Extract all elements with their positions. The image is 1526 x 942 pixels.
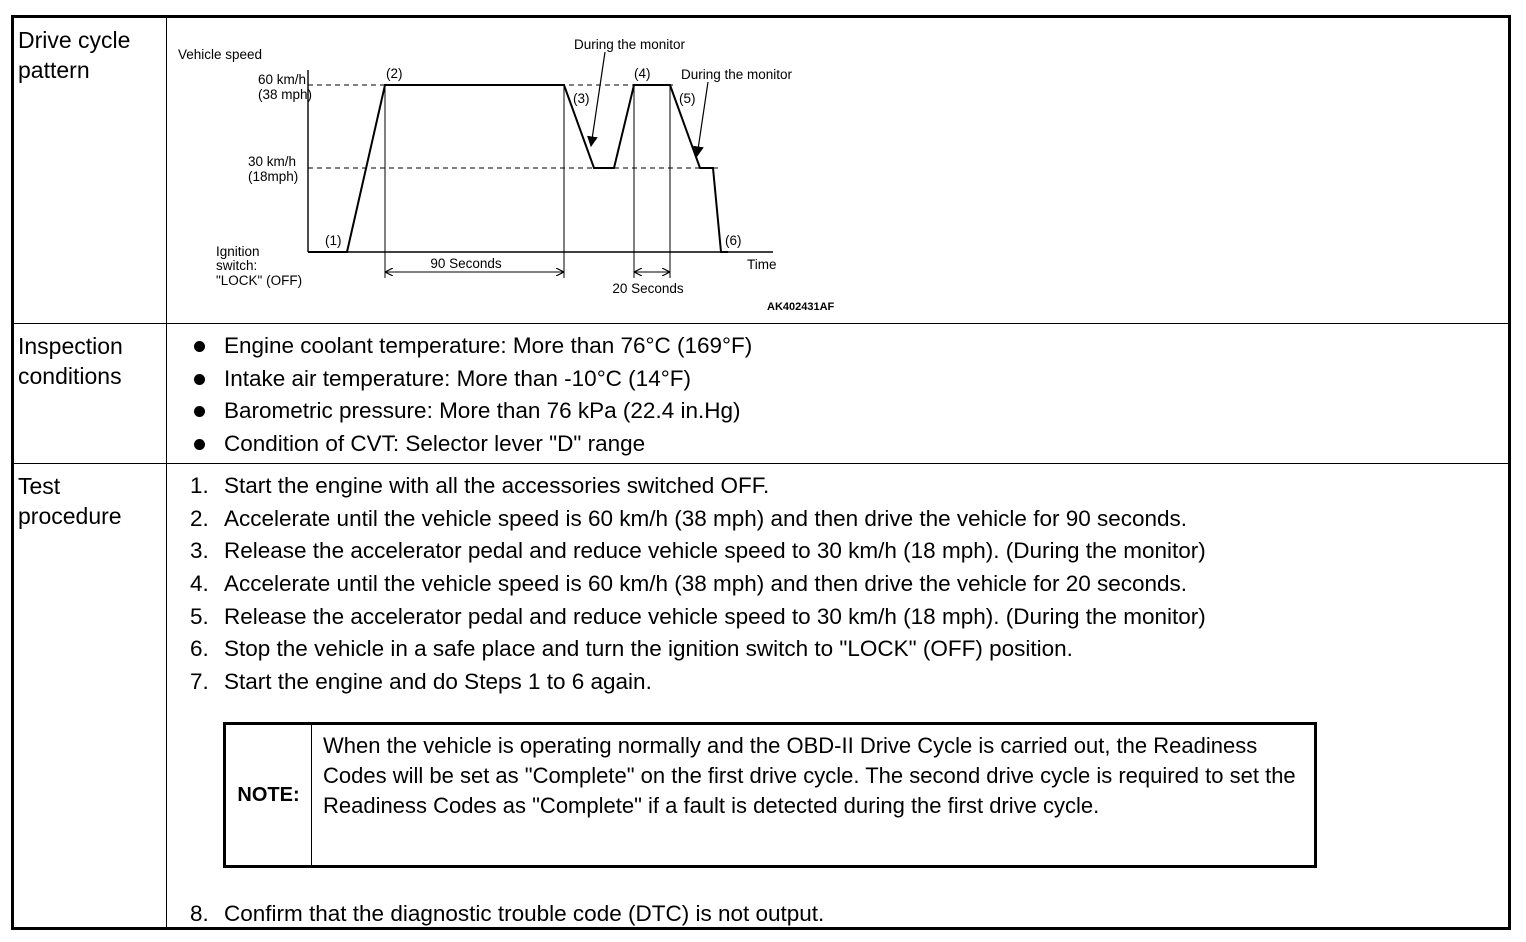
- step-number: 7.: [190, 669, 209, 695]
- step-number: 8.: [190, 901, 209, 926]
- step-number: 2.: [190, 505, 209, 531]
- speed-high-kmh: 60 km/h: [258, 72, 307, 87]
- point-2-label: (2): [386, 66, 403, 81]
- list-item: [190, 535, 1206, 568]
- bullet-icon: [194, 341, 205, 352]
- final-step-list: [190, 898, 824, 931]
- point-1-label: (1): [325, 233, 342, 248]
- list-item: [190, 601, 1206, 634]
- step-text: Stop the vehicle in a safe place and turn the ignition switch to "LOCK" (OFF) position.: [224, 636, 1073, 662]
- condition-text: Condition of CVT: Selector lever "D" range: [224, 430, 646, 456]
- bullet-icon: [194, 439, 205, 450]
- note-box: [223, 722, 1317, 868]
- step-number: 1.: [190, 473, 209, 498]
- condition-text: Intake air temperature: More than -10°C (14°F): [224, 365, 691, 391]
- drive-cycle-table: [11, 15, 1511, 930]
- point-6-label: (6): [725, 233, 742, 248]
- note-label: NOTE:: [226, 725, 312, 865]
- step-number: 5.: [190, 603, 209, 629]
- list-item: [190, 503, 1206, 536]
- step-number: 3.: [190, 538, 209, 564]
- inspection-conditions-label: Inspection conditions: [14, 324, 167, 463]
- inspection-conditions-row: [14, 323, 1508, 463]
- speed-low-kmh: 30 km/h: [248, 154, 297, 169]
- duration-90-label: 90 Seconds: [430, 256, 502, 271]
- speed-high-mph: (38 mph): [258, 87, 313, 102]
- ignition-label-2: switch:: [216, 258, 258, 273]
- step-number: 4.: [190, 571, 209, 597]
- drive-cycle-label: Drive cycle pattern: [14, 18, 167, 323]
- step-text: Start the engine with all the accessories switched OFF.: [224, 473, 770, 498]
- list-item: [192, 363, 752, 396]
- monitor-pointer-2: [697, 82, 708, 156]
- monitor-label-1: During the monitor: [574, 37, 686, 52]
- point-5-label: (5): [679, 91, 696, 106]
- list-item: [190, 666, 1206, 699]
- list-item: [190, 568, 1206, 601]
- drive-cycle-diagram: [168, 18, 868, 323]
- x-axis-label: Time: [747, 257, 777, 272]
- test-procedure-row: [14, 463, 1508, 927]
- point-4-label: (4): [634, 66, 651, 81]
- test-procedure-content: [168, 464, 1508, 927]
- step-text: Accelerate until the vehicle speed is 60 km/h (38 mph) and then drive the vehicle for 20 seconds.: [224, 571, 1188, 597]
- drive-cycle-row: [14, 18, 1508, 323]
- condition-text: Barometric pressure: More than 76 kPa (22.4 in.Hg): [224, 398, 741, 424]
- step-text: Accelerate until the vehicle speed is 60 km/h (38 mph) and then drive the vehicle for 90 seconds.: [224, 505, 1188, 531]
- test-procedure-label: Test procedure: [14, 464, 167, 927]
- speed-low-mph: (18mph): [248, 169, 299, 184]
- list-item: [192, 330, 752, 363]
- test-steps-list: [190, 470, 1206, 699]
- y-axis-label: Vehicle speed: [178, 47, 263, 62]
- list-item: [192, 428, 752, 461]
- bullet-icon: [194, 374, 205, 385]
- list-item: [190, 470, 1206, 503]
- step-text: Confirm that the diagnostic trouble code (DTC) is not output.: [224, 901, 825, 926]
- step-text: Release the accelerator pedal and reduce vehicle speed to 30 km/h (18 mph). (During the monitor): [224, 603, 1206, 629]
- list-item: [190, 633, 1206, 666]
- monitor-pointer-1: [591, 52, 605, 146]
- list-item: [192, 395, 752, 428]
- condition-text: Engine coolant temperature: More than 76°C (169°F): [224, 333, 753, 358]
- ignition-label-1: Ignition: [216, 244, 260, 259]
- point-3-label: (3): [573, 91, 590, 106]
- ignition-label-3: "LOCK" (OFF): [216, 273, 303, 288]
- step-number: 6.: [190, 636, 209, 662]
- step-text: Release the accelerator pedal and reduce vehicle speed to 30 km/h (18 mph). (During the monitor): [224, 538, 1206, 564]
- bullet-icon: [194, 406, 205, 417]
- step-text: Start the engine and do Steps 1 to 6 again.: [224, 669, 652, 695]
- note-text: When the vehicle is operating normally and the OBD-II Drive Cycle is carried out, the Readiness Codes will be set as "Complete" on the first drive cycle. The second drive cycle is required to set the Readiness Codes as "Complete" if a fault is detected during the first drive cycle.: [323, 733, 1296, 818]
- inspection-conditions-content: [168, 324, 1508, 463]
- inspection-conditions-list: [192, 330, 752, 460]
- duration-20-label: 20 Seconds: [612, 281, 684, 296]
- drive-cycle-content: [168, 18, 1508, 323]
- figure-code: AK402431AF: [767, 301, 835, 313]
- list-item: [190, 898, 824, 931]
- monitor-label-2: During the monitor: [681, 67, 793, 82]
